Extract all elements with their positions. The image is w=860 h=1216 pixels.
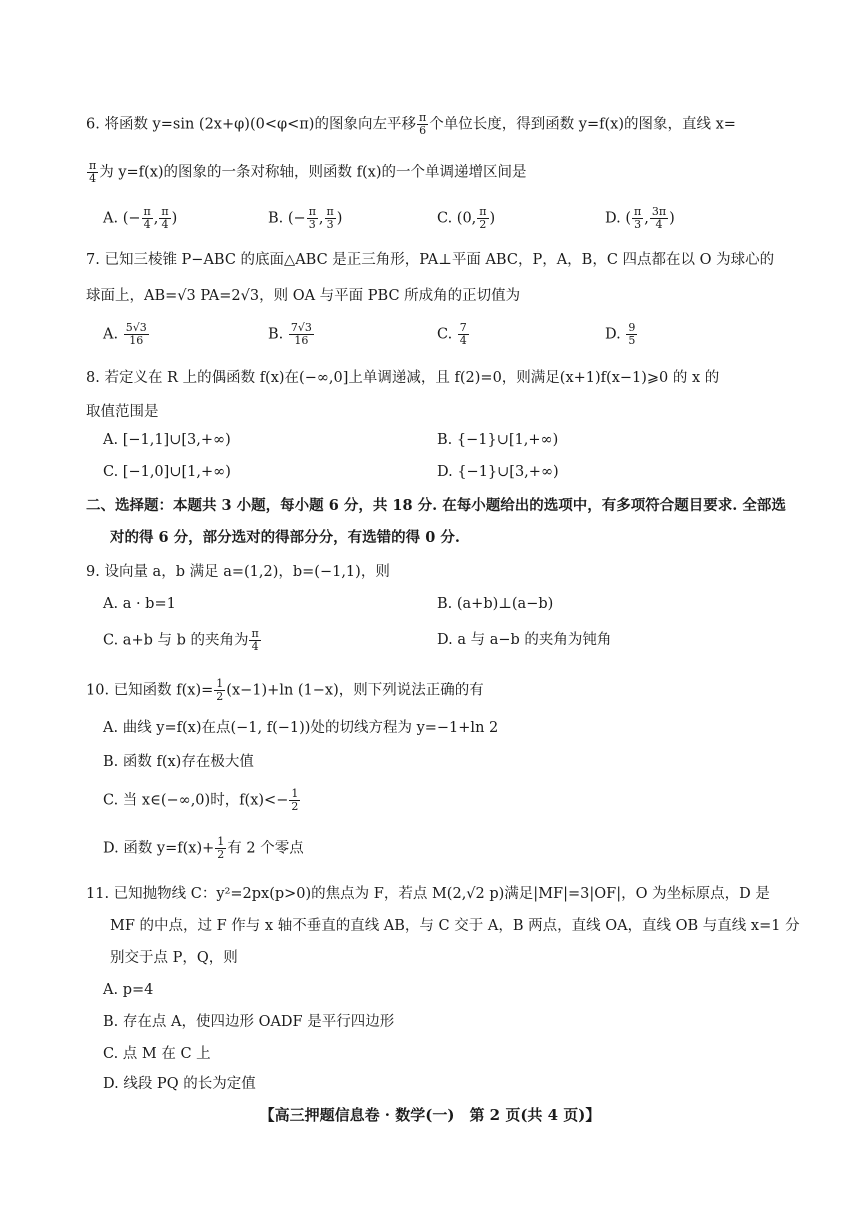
- q10-option-d: D. 函数 y=f(x)+ $\frac{1}{2}$ 有 2 个零点: [103, 835, 304, 861]
- q8-option-a: A. [−1,1]∪[3,+∞): [103, 432, 231, 448]
- section2-heading-line1: 二、选择题：本题共 3 小题，每小题 6 分，共 18 分. 在每小题给出的选项中，有多项符合题目要求. 全部选: [86, 497, 786, 514]
- q11-option-d: D. 线段 PQ 的长为定值: [103, 1076, 256, 1092]
- q7-line2: 球面上，AB=√3 PA=2√3，则 OA 与平面 PBC 所成角的正切值为: [86, 288, 521, 304]
- q11-line2: MF 的中点，过 F 作与 x 轴不垂直的直线 AB，与 C 交于 A，B 两点，直线 OA，直线 OB 与直线 x=1 分: [110, 918, 800, 934]
- q6-option-a: A. (− $\frac{\pi}{4}$ , $\frac{\pi}{4}$ ): [103, 205, 178, 231]
- q6-option-b: B. (− $\frac{\pi}{3}$ , $\frac{\pi}{3}$ ): [268, 205, 343, 231]
- q9-option-b: B. (a+b)⊥(a−b): [437, 596, 554, 612]
- q8-option-b: B. {−1}∪[1,+∞): [437, 432, 559, 448]
- q8-option-c: C. [−1,0]∪[1,+∞): [103, 464, 231, 480]
- q7-option-a: A. $\frac{5√3}{16}$: [103, 321, 147, 347]
- section2-heading-line2: 对的得 6 分，部分选对的得部分分，有选错的得 0 分.: [110, 529, 460, 546]
- q7-option-d: D. $\frac{9}{5}$: [605, 321, 636, 347]
- q10-stem: 10. 已知函数 f(x)= $\frac{1}{2}$ (x−1)+ln (1−x)，则下列说法正确的有: [86, 677, 484, 703]
- q9-option-a: A. a · b=1: [103, 596, 176, 612]
- q6-text-a: 6. 将函数 y=sin (2x+φ)(0<φ<π)的图象向左平移: [86, 116, 416, 133]
- q7-option-b: B. $\frac{7√3}{16}$: [268, 321, 312, 347]
- q11-option-c: C. 点 M 在 C 上: [103, 1046, 211, 1062]
- q7-option-c: C. $\frac{7}{4}$: [437, 321, 467, 347]
- page-footer: 【高三押题信息卷 · 数学(一) 第 2 页(共 4 页)】: [259, 1106, 601, 1124]
- q10-option-c: C. 当 x∈(−∞,0)时，f(x)<− $\frac{1}{2}$: [103, 787, 299, 813]
- q6-option-d: D. ( $\frac{\pi}{3}$ , $\frac{3\pi}{4}$ ): [605, 205, 675, 231]
- q8-line2: 取值范围是: [86, 404, 159, 420]
- q11-option-b: B. 存在点 A，使四边形 OADF 是平行四边形: [103, 1014, 395, 1030]
- q10-option-b: B. 函数 f(x)存在极大值: [103, 754, 254, 770]
- q10-option-a: A. 曲线 y=f(x)在点(−1, f(−1))处的切线方程为 y=−1+ln 2: [103, 720, 499, 736]
- q6-text-b: 个单位长度，得到函数 y=f(x)的图象，直线 x=: [429, 116, 736, 133]
- q11-line1: 11. 已知抛物线 C：y²=2px(p>0)的焦点为 F，若点 M(2,√2 p)满足|MF|=3|OF|，O 为坐标原点，D 是: [86, 886, 770, 902]
- q6-option-c: C. (0, $\frac{\pi}{2}$ ): [437, 205, 496, 231]
- q9-option-d: D. a 与 a−b 的夹角为钝角: [437, 632, 612, 648]
- q6-line1: [86, 112, 736, 137]
- q6-fraction-axis: $\frac{\pi}{4}$: [89, 159, 97, 185]
- q11-option-a: A. p=4: [103, 982, 154, 998]
- q9-option-c: C. a+b 与 b 的夹角为 $\frac{\pi}{4}$: [103, 627, 259, 653]
- q6-line2: [86, 160, 527, 185]
- q9-stem: 9. 设向量 a，b 满足 a=(1,2)，b=(−1,1)，则: [86, 564, 390, 580]
- q8-line1: 8. 若定义在 R 上的偶函数 f(x)在(−∞,0]上单调递减，且 f(2)=0，则满足(x+1)f(x−1)⩾0 的 x 的: [86, 370, 720, 386]
- q7-line1: 7. 已知三棱锥 P−ABC 的底面△ABC 是正三角形，PA⊥平面 ABC，P，A，B，C 四点都在以 O 为球心的: [86, 252, 775, 268]
- q6-fraction-shift: $\frac{\pi}{6}$: [418, 111, 427, 137]
- q8-option-d: D. {−1}∪[3,+∞): [437, 464, 559, 480]
- q11-line3: 别交于点 P，Q，则: [110, 950, 238, 966]
- q6-text-c: 为 y=f(x)的图象的一条对称轴，则函数 f(x)的一个单调递增区间是: [99, 164, 527, 181]
